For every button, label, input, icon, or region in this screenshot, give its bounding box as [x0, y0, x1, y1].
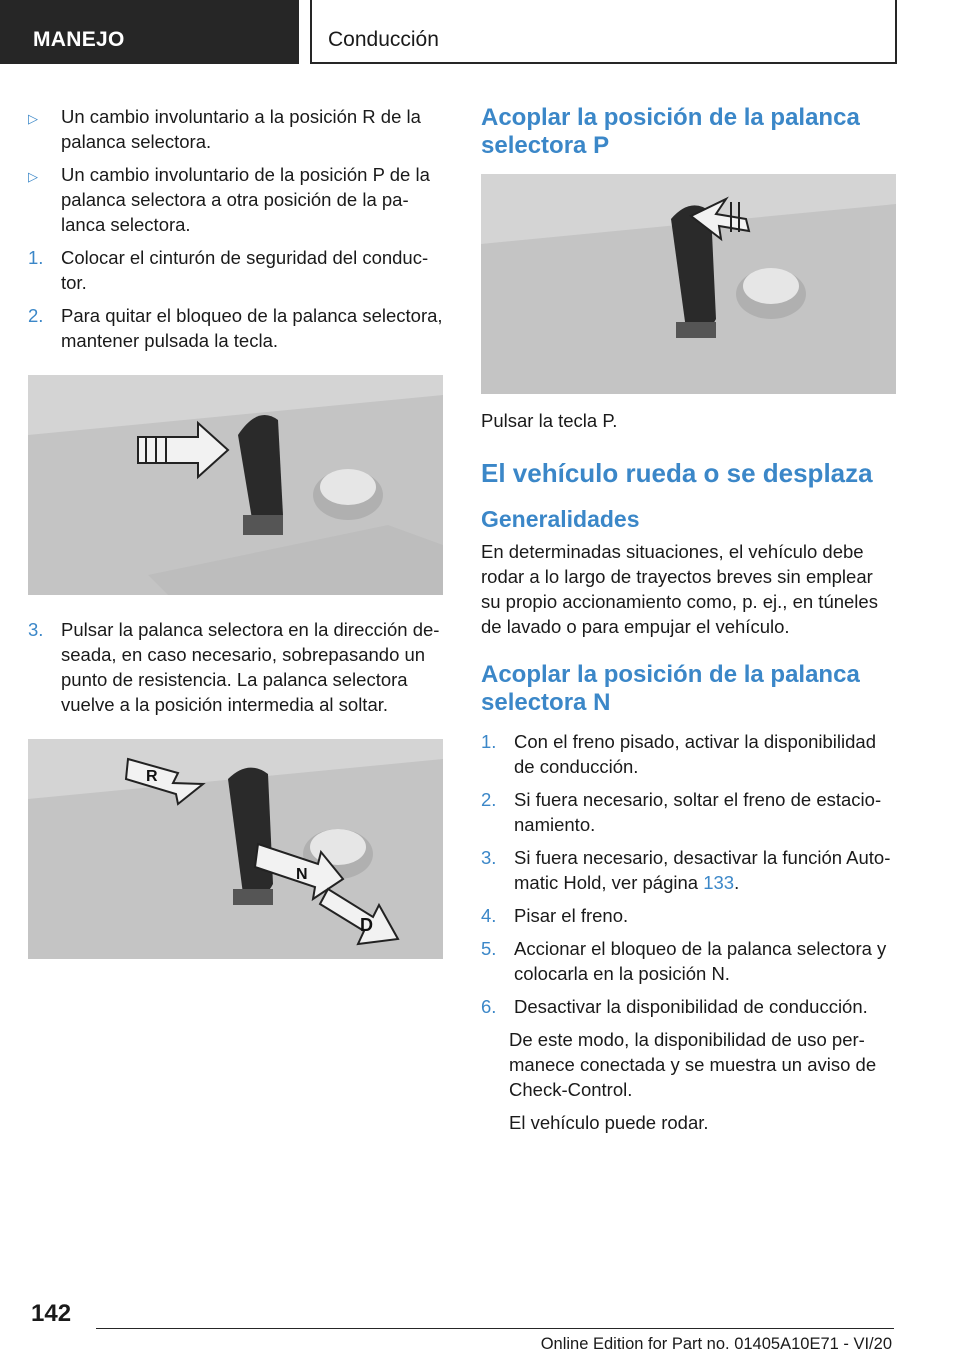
- park-button-svg: [481, 174, 896, 394]
- heading-general: Generalidades: [481, 506, 640, 532]
- step-item: [28, 617, 446, 717]
- step-number: 4.: [481, 905, 497, 926]
- header-chapter-title: Conducción: [328, 28, 439, 51]
- step-number: 2.: [481, 789, 497, 810]
- direction-label-r: R: [146, 768, 158, 785]
- step-number: 5.: [481, 938, 497, 959]
- step-text: Desactivar la disponibilidad de conducción.: [514, 996, 868, 1017]
- header-section-tab: [0, 0, 299, 64]
- park-instruction: Pulsar la tecla P.: [481, 410, 618, 431]
- step-text: Si fuera necesario, soltar el freno de estacionamiento.: [514, 789, 882, 835]
- step-number: 3.: [28, 619, 44, 640]
- page-number: 142: [31, 1300, 72, 1327]
- bullet-text: Un cambio involuntario a la posición R de la palanca selectora.: [61, 106, 421, 152]
- step-text: Pisar el freno.: [514, 905, 629, 926]
- step-number: 1.: [28, 247, 44, 268]
- step-text: Si fuera necesario, desactivar la función Automatic Hold, ver página: [514, 847, 891, 893]
- step-text-end: .: [734, 872, 740, 893]
- result-text: El vehículo puede rodar.: [509, 1112, 709, 1133]
- gear-lever-unlock-svg: [28, 375, 443, 595]
- footer-divider: [96, 1328, 894, 1329]
- footer-edition: Online Edition for Part no. 01405A10E71 - VI/20: [540, 1335, 892, 1353]
- bullet-item: [28, 162, 446, 237]
- heading-neutral-position: Acoplar la posición de la palanca selectora N: [481, 661, 860, 716]
- gear-lever-directions-illustration: [28, 739, 443, 959]
- gear-lever-directions-svg: [28, 739, 443, 959]
- step-item: [481, 787, 897, 837]
- step-item: [481, 845, 897, 895]
- heading-rolling: El vehículo rueda o se desplaza: [481, 458, 873, 488]
- right-column: [481, 104, 897, 1143]
- general-text: En determinadas situaciones, el vehículo debe rodar a lo largo de trayectos breves sin emplear su propio accionamiento como, p. ej., en túneles de lavado o para empujar el vehículo.: [481, 541, 878, 637]
- step-number: 6.: [481, 996, 497, 1017]
- step-number: 3.: [481, 847, 497, 868]
- left-column: [28, 104, 446, 981]
- step-item: [28, 303, 446, 353]
- result-text: De este modo, la disponibilidad de uso permanece conectada y se muestra un aviso de Check-Control.: [509, 1029, 877, 1100]
- bullet-item: [28, 104, 446, 154]
- step-item: [481, 729, 897, 779]
- direction-label-d: D: [360, 915, 373, 935]
- direction-label-n: N: [296, 866, 308, 883]
- header-section-title: MANEJO: [33, 28, 125, 51]
- step-item: [481, 903, 897, 928]
- step-number: 1.: [481, 731, 497, 752]
- step-text: Para quitar el bloqueo de la palanca selectora, mantener pulsada la tecla.: [61, 305, 443, 351]
- step-item: [481, 994, 897, 1019]
- step-text: Colocar el cinturón de seguridad del conductor.: [61, 247, 429, 293]
- gear-lever-unlock-illustration: [28, 375, 443, 595]
- page-reference-link[interactable]: 133: [703, 872, 735, 893]
- step-item: [28, 245, 446, 295]
- triangle-right-icon: ▷: [28, 169, 38, 184]
- step-item: [481, 936, 897, 986]
- heading-park-position: Acoplar la posición de la palanca selectora P: [481, 104, 860, 159]
- step-text: Accionar el bloqueo de la palanca selectora y colocarla en la posición N.: [514, 938, 887, 984]
- step-text: Pulsar la palanca selectora en la dirección deseada, en caso necesario, sobrepasando un punto de resistencia. La palanca selectora vuelve a la posición intermedia al soltar.: [61, 619, 440, 715]
- header-chapter-box: [310, 0, 897, 64]
- park-button-illustration: [481, 174, 896, 394]
- step-text: Con el freno pisado, activar la disponibilidad de conducción.: [514, 731, 876, 777]
- triangle-right-icon: ▷: [28, 111, 38, 126]
- bullet-text: Un cambio involuntario de la posición P de la palanca selectora a otra posición de la palanca selectora.: [61, 164, 430, 235]
- step-number: 2.: [28, 305, 44, 326]
